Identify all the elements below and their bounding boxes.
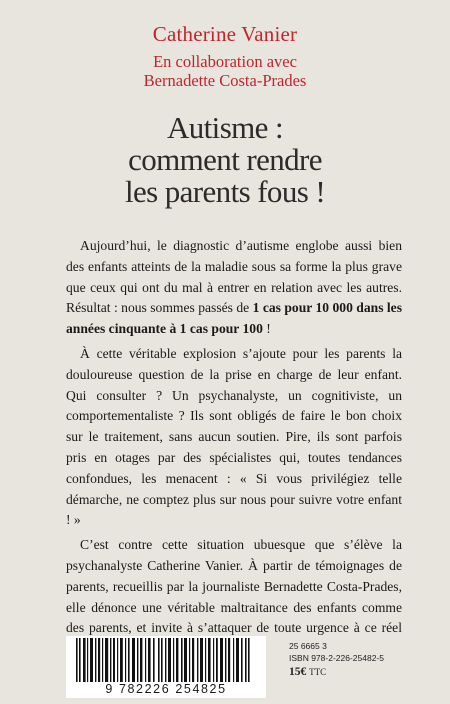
collaborator-name: Bernadette Costa-Prades <box>143 71 307 90</box>
blurb-p1-bold: 1 cas pour 10 000 dans les années cinquante à 1 cas pour 100 <box>66 300 402 337</box>
title-line-2: comment rendre <box>128 142 322 177</box>
barcode-bars <box>70 638 262 688</box>
title-line-3: les parents fous ! <box>124 174 326 209</box>
blurb-p1-end: ! <box>262 321 271 337</box>
isbn-number: ISBN 978-2-226-25482-5 <box>289 653 384 663</box>
blurb-p1-text: Aujourd’hui, le diagnostic d’autisme englobe aussi bien des enfants atteints de la maladie sous sa forme la plus grave que ceux qui ont du mal à entrer en relation avec les autres. Résultat : nous sommes passés de <box>66 238 402 316</box>
internal-code: 25 6665 3 <box>289 641 327 651</box>
barcode <box>66 636 266 698</box>
price-value: 15€ <box>289 666 307 678</box>
author-name: Catherine Vanier <box>152 22 298 46</box>
blurb-paragraph-2: À cette véritable explosion s’ajoute pour les parents la douloureuse question de la prise en charge de leur enfant. Qui consulter ? Un psychanalyste, un cognitiviste, un comportementaliste ? Ils sont obligés de faire le bon choix sur le traitement, sans aucun soutien. Pire, ils sont parfois pris en otages par des spécialistes qui, toutes tendances confondues, les menacent : « Si vous privilégiez telle démarche, ne comptez plus sur nous pour suivre votre enfant ! » <box>66 345 402 528</box>
isbn-price-block <box>289 640 384 678</box>
blurb-text <box>66 236 402 664</box>
price-tax-label: TTC <box>309 667 327 677</box>
collaboration-credit <box>0 52 450 90</box>
price <box>289 666 384 678</box>
barcode-digits: 9 782226 254825 <box>66 682 266 696</box>
title-line-1: Autisme : <box>166 110 283 145</box>
blurb-paragraph-1 <box>66 236 402 340</box>
collaboration-line-1: En collaboration avec <box>153 52 297 71</box>
book-title <box>0 112 450 208</box>
blurb-paragraph-3: C’est contre cette situation ubuesque que s’élève la psychanalyste Catherine Vanier. À partir de témoignages de parents, recueillis par la journaliste Bernadette Costa-Prades, elle dénonce une véritable maltraitance des enfants comme des parents, et invite à s’attaquer de toute urgence à ce réel <box>66 537 402 636</box>
